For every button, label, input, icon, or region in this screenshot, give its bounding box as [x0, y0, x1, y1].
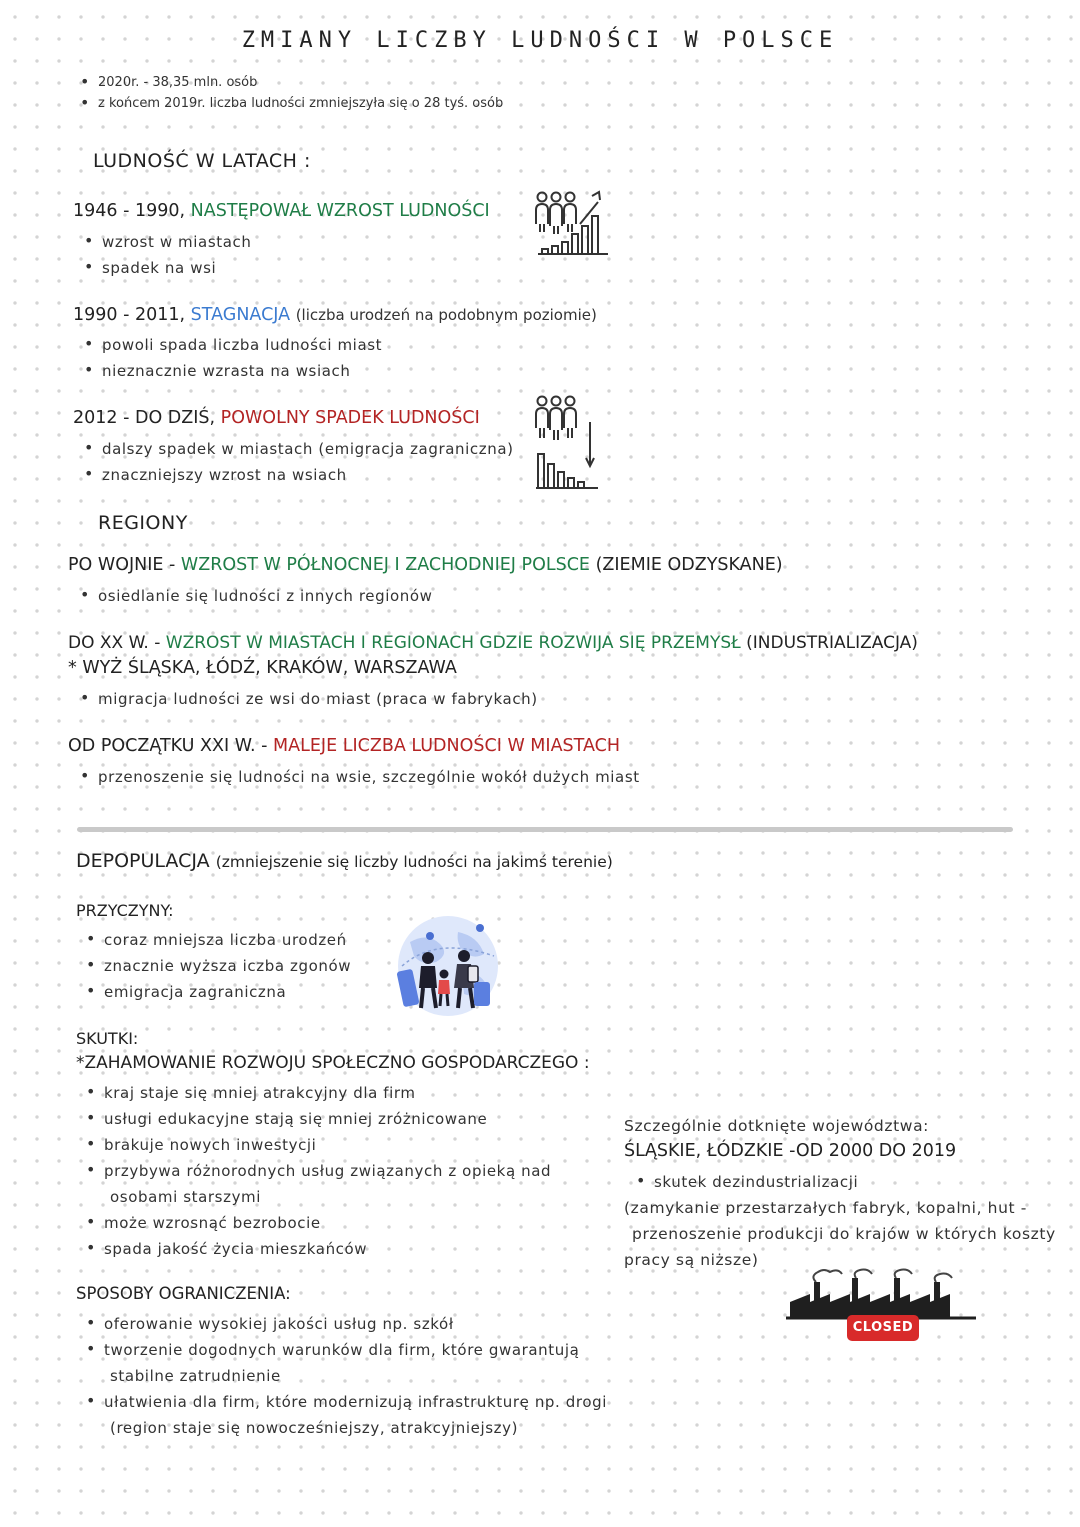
list-item-continuation: osobami starszymi: [110, 1188, 262, 1206]
region-bullets: [76, 764, 640, 790]
period-years: 2012 - DO DZIŚ,: [73, 408, 216, 428]
side-explanation-line: (zamykanie przestarzałych fabryk, kopalni, hut -: [624, 1199, 1027, 1217]
period-years: 1990 - 2011,: [73, 305, 186, 325]
list-item-continuation: stabilne zatrudnienie: [110, 1367, 281, 1385]
region-label: WZROST W MIASTACH I REGIONACH GDZIE ROZWIJA SIĘ PRZEMYSŁ: [165, 633, 741, 653]
list-item: • z końcem 2019r. liczba ludności zmniejszyła się o 28 tyś. osób: [76, 93, 503, 114]
list-item: • tworzenie dogodnych warunków dla firm, które gwarantują stabilne zatrudnienie: [82, 1337, 607, 1389]
list-item: • przenoszenie się ludności na wsie, szczególnie wokół dużych miast: [76, 764, 640, 790]
list-item: • nieznacznie wzrasta na wsiach: [80, 358, 382, 384]
list-item: • usługi edukacyjne stają się mniej zróżnicowane: [82, 1106, 551, 1132]
depopulacja-title: DEPOPULACJA: [76, 850, 210, 872]
depopulacja-definition: (zmniejszenie się liczby ludności na jakimś terenie): [215, 853, 613, 871]
list-item: • 2020r. - 38,35 mln. osób: [76, 72, 503, 93]
list-item-continuation: (region staje się nowocześniejszy, atrakcyjniejszy): [110, 1419, 519, 1437]
list-item: • ułatwienia dla firm, które modernizują infrastrukturę np. drogi (region staje się nowocześniejszy, atrakcyjniejszy): [82, 1389, 607, 1441]
period-bullets: [80, 229, 251, 281]
list-item: • spadek na wsi: [80, 255, 251, 281]
skutki-heading: SKUTKI:: [76, 1029, 139, 1048]
region-heading: [68, 633, 918, 653]
closed-badge: CLOSED: [847, 1315, 919, 1341]
list-item: • oferowanie wysokiej jakości usług np. szkół: [82, 1311, 607, 1337]
list-item: • wzrost w miastach: [80, 229, 251, 255]
przyczyny-list: [82, 927, 351, 1005]
period-label: POWOLNY SPADEK LUDNOŚCI: [220, 408, 480, 428]
region-lead: DO XX W. -: [68, 633, 161, 653]
section-heading-ludnosc: LUDNOŚĆ W LATACH :: [93, 150, 311, 172]
period-label: STAGNACJA: [190, 305, 291, 325]
list-item: • migracja ludności ze wsi do miast (praca w fabrykach): [76, 686, 538, 712]
list-item: • znacznie wyższa iczba zgonów: [82, 953, 351, 979]
side-explanation-line: przenoszenie produkcji do krajów w których koszty: [632, 1225, 1056, 1243]
list-item: • przybywa różnorodnych usług związanych z opieką nad osobami starszymi: [82, 1158, 551, 1210]
side-bullets: [632, 1169, 858, 1195]
period-years: 1946 - 1990,: [73, 201, 186, 221]
intro-list: [76, 72, 503, 114]
region-heading: [68, 736, 620, 756]
section-heading-regiony: REGIONY: [98, 512, 188, 534]
region-heading: [68, 555, 783, 575]
list-item: • dalszy spadek w miastach (emigracja zagraniczna): [80, 436, 514, 462]
section-divider: [77, 827, 1013, 832]
list-item: • kraj staje się mniej atrakcyjny dla firm: [82, 1080, 551, 1106]
region-label: MALEJE LICZBA LUDNOŚCI W MIASTACH: [273, 736, 621, 756]
list-item: • brakuje nowych inwestycji: [82, 1132, 551, 1158]
region-lead: PO WOJNIE -: [68, 555, 176, 575]
region-tail: (INDUSTRIALIZACJA): [746, 633, 918, 653]
skutki-subheading: *ZAHAMOWANIE ROZWOJU SPOŁECZNO GOSPODARCZEGO :: [76, 1053, 590, 1073]
sposoby-list: [82, 1311, 607, 1441]
region-lead: OD POCZĄTKU XXI W. -: [68, 736, 268, 756]
emigration-illustration: [388, 912, 506, 1020]
period-bullets: [80, 436, 514, 488]
side-intro: Szczególnie dotknięte województwa:: [624, 1117, 929, 1135]
page-title: ZMIANY LICZBY LUDNOŚCI W POLSCE: [241, 28, 839, 53]
period-heading: [73, 408, 480, 428]
period-heading: [73, 305, 597, 325]
skutki-list: [82, 1080, 551, 1262]
period-label: NASTĘPOWAŁ WZROST LUDNOŚCI: [190, 201, 490, 221]
region-bullets: [76, 583, 433, 609]
list-item: • znaczniejszy wzrost na wsiach: [80, 462, 514, 488]
region-tail: (ZIEMIE ODZYSKANE): [595, 555, 783, 575]
depopulacja-heading: [76, 850, 613, 872]
list-item: • coraz mniejsza liczba urodzeń: [82, 927, 351, 953]
list-item: • powoli spada liczba ludności miast: [80, 332, 382, 358]
list-item: • skutek dezindustrializacji: [632, 1169, 858, 1195]
side-regions: ŚLĄSKIE, ŁÓDZKIE -OD 2000 DO 2019: [624, 1141, 957, 1161]
region-label: WZROST W PÓŁNOCNEJ I ZACHODNIEJ POLSCE: [180, 555, 590, 575]
przyczyny-heading: PRZYCZYNY:: [76, 901, 174, 920]
period-heading: [73, 201, 490, 221]
period-bullets: [80, 332, 382, 384]
population-growth-icon: [532, 188, 612, 260]
population-decline-icon: [532, 392, 604, 492]
list-item: • spada jakość życia mieszkańców: [82, 1236, 551, 1262]
side-explanation: [624, 1195, 1056, 1273]
list-item: • emigracja zagraniczna: [82, 979, 351, 1005]
region-bullets: [76, 686, 538, 712]
list-item: • osiedlanie się ludności z innych regionów: [76, 583, 433, 609]
closed-factory-illustration: [786, 1268, 976, 1320]
sposoby-heading: SPOSOBY OGRANICZENIA:: [76, 1284, 291, 1303]
period-note: (liczba urodzeń na podobnym poziomie): [295, 306, 597, 324]
region-extra: * WYŻ ŚLĄSKA, ŁÓDŹ, KRAKÓW, WARSZAWA: [68, 658, 457, 678]
list-item: • może wzrosnąć bezrobocie: [82, 1210, 551, 1236]
side-explanation-line: pracy są niższe): [624, 1251, 759, 1269]
